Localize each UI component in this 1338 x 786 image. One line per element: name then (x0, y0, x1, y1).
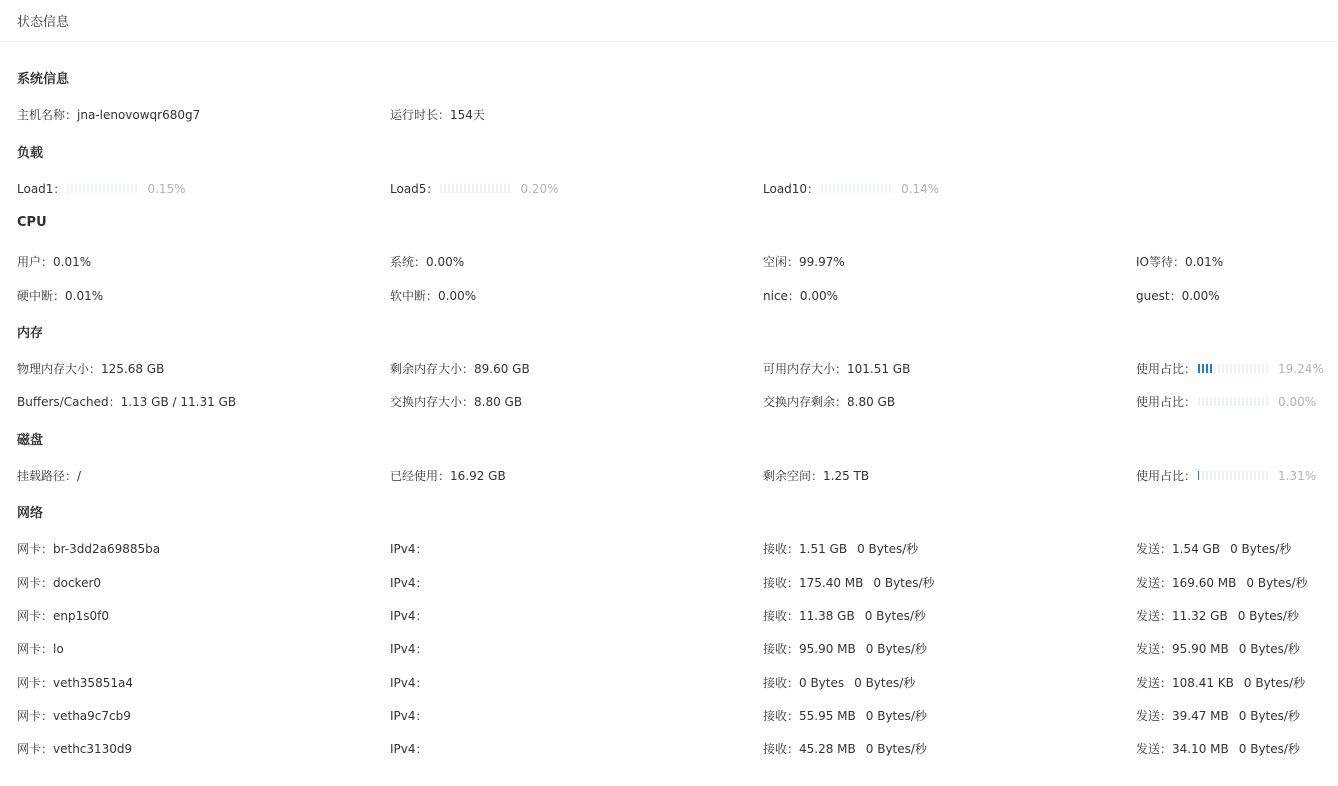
network-nic: 网卡：lo (17, 642, 64, 656)
network-nic: 网卡：veth35851a4 (17, 676, 133, 690)
cpu-idle: 空闲：99.97% (763, 255, 845, 269)
swap-usage-field (1136, 393, 1316, 410)
load5-percent: 0.20% (520, 181, 559, 196)
memory-swap-free: 交换内存剩余：8.80 GB (763, 395, 896, 409)
network-rx-rate: 0 Bytes/秒 (864, 609, 926, 623)
network-tx (1136, 607, 1299, 624)
disk-usage-progress-bar (1198, 471, 1270, 480)
load10-progress-bar (821, 184, 893, 193)
network-tx-total: 发送：39.47 MB (1136, 709, 1229, 723)
load5-field (390, 180, 559, 197)
load1-percent: 0.15% (147, 181, 186, 196)
memory-usage-label: 使用占比： (1136, 362, 1197, 376)
disk-usage-percent: 1.31% (1278, 468, 1317, 483)
network-ipv4: IPv4： (390, 542, 428, 556)
swap-usage-label: 使用占比： (1136, 395, 1197, 409)
section-title-load: 负载 (17, 146, 44, 161)
network-tx (1136, 540, 1291, 557)
network-tx-rate: 0 Bytes/秒 (1243, 676, 1306, 690)
load1-progress-bar (67, 184, 139, 193)
network-tx-total: 发送：169.60 MB (1136, 576, 1237, 590)
memory-usage-field (1136, 360, 1324, 377)
disk-free: 剩余空间：1.25 TB (763, 469, 870, 483)
network-rx-total: 接收：1.51 GB (763, 542, 848, 556)
memory-available: 可用内存大小：101.51 GB (763, 362, 911, 376)
page-title: 状态信息 (17, 15, 70, 30)
load10-field (763, 180, 939, 197)
network-rx (763, 674, 915, 691)
network-tx (1136, 574, 1308, 591)
network-nic: 网卡：vetha9c7cb9 (17, 709, 131, 723)
network-nic: 网卡：docker0 (17, 576, 102, 590)
hostname-value: jna-lenovowqr680g7 (77, 107, 201, 122)
section-title-memory: 内存 (17, 326, 44, 341)
network-tx-rate: 0 Bytes/秒 (1237, 609, 1299, 623)
network-tx (1136, 674, 1305, 691)
memory-free: 剩余内存大小：89.60 GB (390, 362, 530, 376)
network-rx-total: 接收：11.38 GB (763, 609, 855, 623)
memory-usage-progress-bar (1198, 364, 1270, 373)
network-rx-total: 接收：55.95 MB (763, 709, 856, 723)
memory-usage-progress-fill (1198, 364, 1212, 373)
swap-usage-percent: 0.00% (1278, 394, 1317, 409)
load10-label: Load10： (763, 182, 820, 196)
network-tx-total: 发送：95.90 MB (1136, 642, 1229, 656)
disk-used: 已经使用：16.92 GB (390, 469, 506, 483)
network-rx-rate: 0 Bytes/秒 (865, 642, 927, 656)
memory-physical: 物理内存大小：125.68 GB (17, 362, 165, 376)
network-rx-total: 接收：175.40 MB (763, 576, 864, 590)
hostname-field (17, 106, 200, 123)
cpu-user: 用户：0.01% (17, 255, 92, 269)
network-rx (763, 540, 918, 557)
network-ipv4: IPv4： (390, 576, 428, 590)
network-rx (763, 640, 927, 657)
cpu-guest: guest：0.00% (1136, 289, 1220, 303)
network-rx-rate: 0 Bytes/秒 (865, 709, 927, 723)
network-nic: 网卡：vethc3130d9 (17, 742, 133, 756)
network-tx-total: 发送：108.41 KB (1136, 676, 1234, 690)
cpu-hardirq: 硬中断：0.01% (17, 289, 104, 303)
network-tx-rate: 0 Bytes/秒 (1238, 742, 1300, 756)
network-tx-rate: 0 Bytes/秒 (1246, 576, 1308, 590)
network-rx-total: 接收：95.90 MB (763, 642, 856, 656)
network-ipv4: IPv4： (390, 742, 428, 756)
network-tx-total: 发送：34.10 MB (1136, 742, 1229, 756)
load1-label: Load1： (17, 182, 66, 196)
load5-label: Load5： (390, 182, 439, 196)
network-tx-rate: 0 Bytes/秒 (1230, 542, 1292, 556)
disk-usage-progress-fill (1198, 471, 1199, 480)
network-ipv4: IPv4： (390, 642, 428, 656)
memory-swap: 交换内存大小：8.80 GB (390, 395, 523, 409)
network-rx-total: 接收：45.28 MB (763, 742, 856, 756)
section-title-cpu: CPU (17, 215, 47, 230)
network-rx-rate: 0 Bytes/秒 (865, 742, 927, 756)
network-tx-total: 发送：11.32 GB (1136, 609, 1228, 623)
network-tx-rate: 0 Bytes/秒 (1238, 709, 1300, 723)
network-nic: 网卡：br-3dd2a69885ba (17, 542, 161, 556)
load10-percent: 0.14% (901, 181, 940, 196)
network-tx (1136, 640, 1300, 657)
network-tx-total: 发送：1.54 GB (1136, 542, 1221, 556)
network-ipv4: IPv4： (390, 676, 428, 690)
network-tx-rate: 0 Bytes/秒 (1238, 642, 1300, 656)
network-tx (1136, 707, 1300, 724)
network-rx (763, 707, 927, 724)
section-title-network: 网络 (17, 506, 44, 521)
uptime-field (390, 106, 485, 123)
network-rx (763, 574, 935, 591)
uptime-label: 运行时长： (390, 108, 451, 122)
network-ipv4: IPv4： (390, 709, 428, 723)
network-nic: 网卡：enp1s0f0 (17, 609, 109, 623)
hostname-label: 主机名称： (17, 108, 78, 122)
network-rx-rate: 0 Bytes/秒 (854, 676, 916, 690)
memory-usage-percent: 19.24% (1278, 361, 1324, 376)
swap-usage-progress-bar (1198, 397, 1270, 406)
section-title-disk: 磁盘 (17, 433, 44, 448)
cpu-system: 系统：0.00% (390, 255, 465, 269)
disk-mount: 挂载路径：/ (17, 469, 82, 483)
network-rx (763, 740, 927, 757)
load1-field (17, 180, 186, 197)
disk-usage-field (1136, 467, 1316, 484)
memory-buffers: Buffers/Cached：1.13 GB / 11.31 GB (17, 395, 237, 409)
cpu-softirq: 软中断：0.00% (390, 289, 477, 303)
page-header (0, 0, 1338, 42)
cpu-iowait: IO等待：0.01% (1136, 255, 1224, 269)
network-rx (763, 607, 926, 624)
network-rx-rate: 0 Bytes/秒 (857, 542, 919, 556)
network-tx (1136, 740, 1300, 757)
uptime-value: 154天 (450, 108, 485, 122)
network-ipv4: IPv4： (390, 609, 428, 623)
cpu-nice: nice：0.00% (763, 289, 839, 303)
disk-usage-label: 使用占比： (1136, 469, 1197, 483)
section-title-system: 系统信息 (17, 72, 70, 87)
network-rx-rate: 0 Bytes/秒 (873, 576, 935, 590)
load5-progress-bar (440, 184, 512, 193)
network-rx-total: 接收：0 Bytes (763, 676, 845, 690)
